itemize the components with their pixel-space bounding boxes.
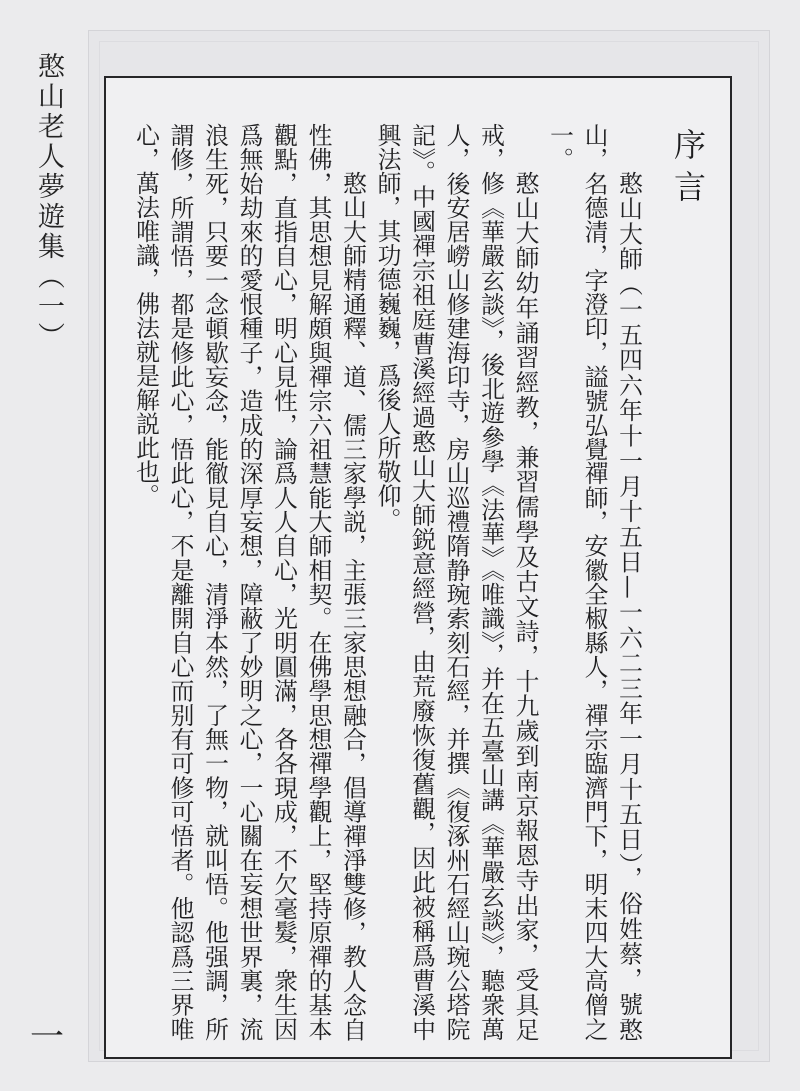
paragraph-2: 憨山大師幼年誦習經教，兼習儒學及古文詩，十九歲到南京報恩寺出家，受具足戒，修《華嚴玄談》，後北遊參學《法華》《唯識》，并在五臺山講《華嚴玄談》，聽衆萬人，後安居嶗山修建海印寺，房山巡禮隋静琬索刻石經，并撰《復涿州石經山琬公塔院記》。中國禪宗祖庭曹溪經過憨山大師鋭意經營，由荒廢恢復舊觀，因此被稱爲曹溪中興法師，其功德巍巍，爲後人所敬仰。 [373, 123, 540, 1041]
section-title: 序言 [669, 128, 707, 212]
running-head: 憨山老人夢遊集（一） [33, 52, 64, 352]
paragraph-1: 憨山大師（一五四六年十一月十五日—一六二三年一月十五日），俗姓蔡，號憨山，名德清，字澄印，謚號弘覺禪師，安徽全椒縣人，禪宗臨濟門下，明末四大高僧之一。 [546, 123, 643, 1041]
text-body [108, 123, 708, 1041]
page-number: 一 [30, 1017, 64, 1057]
text-frame [104, 76, 732, 1059]
paragraph-3: 憨山大師精通釋、道、儒三家學説，主張三家思想融合，倡導禪淨雙修，教人念自性佛，其思想見解頗與禪宗六祖慧能大師相契。在佛學思想禪學觀上，堅持原禪的基本觀點，直指自心，明心見性，論爲人人自心，光明圓滿，各各現成，不欠毫髮，衆生因爲無始劫來的愛恨種子，造成的深厚妄想，障蔽了妙明之心，一心關在妄想世界裏，流浪生死，只要一念頓歇妄念，能徹見自心，清淨本然，了無一物，就叫悟。他强調，所謂修，所謂悟，都是修此心，悟此心，不是離開自心而别有可修可悟者。他認爲三界唯心，萬法唯識，佛法就是解説此也。 [132, 123, 367, 1041]
